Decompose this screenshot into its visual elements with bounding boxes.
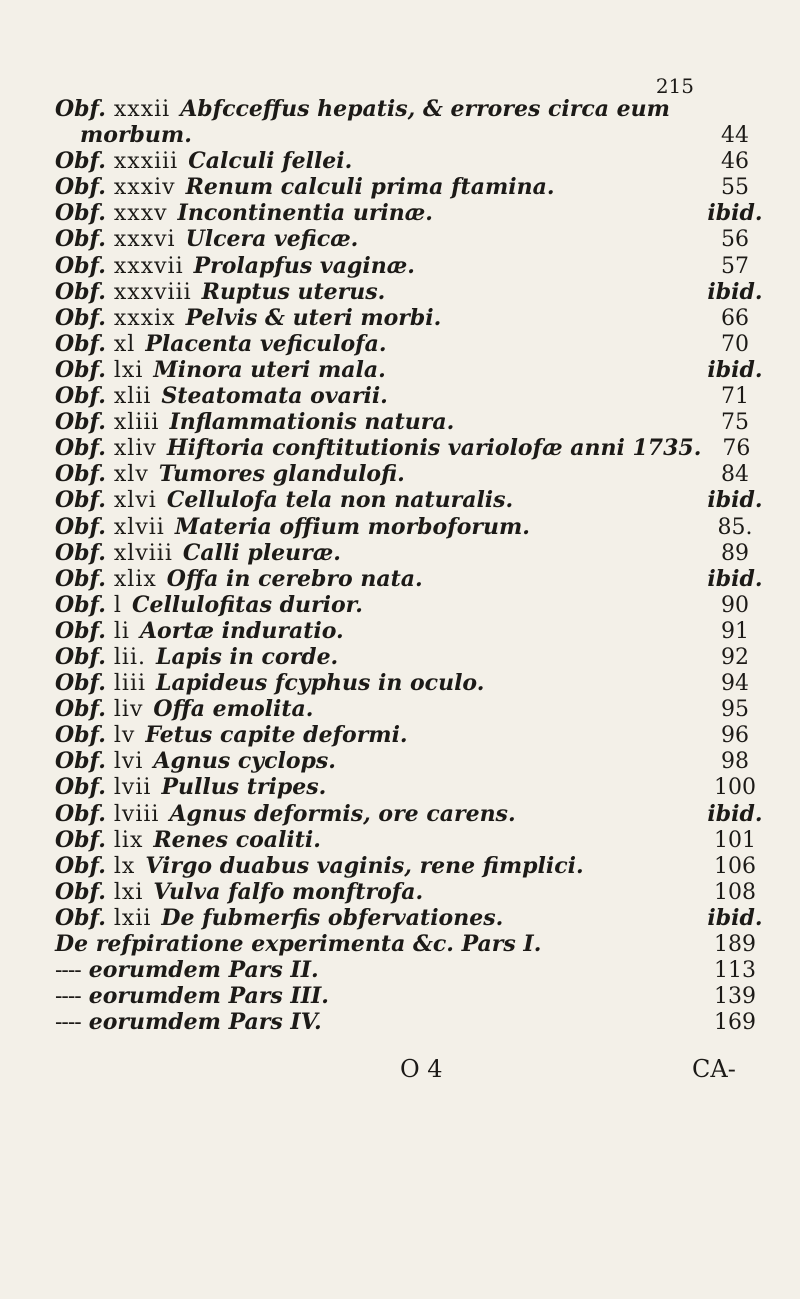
observation-number: liii — [113, 671, 147, 697]
entry-title: De refpiratione experimenta &c. Pars I. — [55, 931, 542, 957]
observation-label: Obf. — [55, 200, 106, 227]
entry-title: Ruptus uterus. — [201, 278, 386, 305]
observation-label: Obf. — [55, 304, 106, 331]
observation-label: Obf. — [55, 670, 106, 697]
page-ref: 57 — [721, 253, 749, 279]
page-ref: 90 — [721, 592, 749, 618]
entry-title: Calculi fellei. — [188, 148, 353, 175]
page-ref: 108 — [714, 879, 756, 905]
page-number: 215 — [655, 74, 694, 98]
entry-title: Lapis in corde. — [156, 643, 339, 670]
page-ref: 100 — [714, 775, 756, 801]
observation-label: Obf. — [55, 800, 106, 827]
observation-number: lvi — [113, 749, 144, 775]
observation-label: Obf. — [55, 356, 106, 383]
observation-label: Obf. — [55, 617, 106, 644]
index-entry — [55, 357, 770, 383]
observation-number: xxxix — [113, 305, 176, 331]
page-ref: 46 — [721, 149, 749, 175]
index-entry — [55, 383, 770, 409]
entry-title: Placenta veficulofa. — [145, 330, 387, 357]
observation-number: lxii — [113, 905, 152, 931]
entry-title: eorumdem Pars III. — [88, 983, 329, 1010]
index-entry — [55, 435, 770, 461]
page-ref: 70 — [721, 331, 749, 357]
entry-title: Vulva falfo monftrofa. — [153, 878, 424, 905]
entry-title: Pelvis & uteri morbi. — [185, 304, 442, 331]
page-ref: ibid. — [707, 565, 763, 592]
index-entry — [55, 722, 770, 748]
observation-label: Obf. — [55, 643, 106, 670]
observation-number: xliii — [113, 410, 160, 436]
entry-title: Abfcceffus hepatis, & errores circa eum — [180, 96, 670, 122]
page-ref: ibid. — [707, 278, 763, 305]
observation-label: Obf. — [55, 96, 106, 122]
entry-title: Lapideus fcyphus in oculo. — [156, 670, 485, 697]
observation-label: Obf. — [55, 148, 106, 175]
observation-label: Obf. — [55, 383, 106, 410]
observation-number: xlv — [113, 462, 149, 488]
page-ref: 95 — [721, 697, 749, 723]
observation-number: lv — [113, 723, 136, 749]
entry-title: eorumdem Pars II. — [88, 957, 319, 984]
page-ref: 96 — [721, 723, 749, 749]
index-entry — [55, 618, 770, 644]
entry-title: Inflammationis natura. — [169, 409, 455, 436]
index-entry — [55, 174, 770, 200]
entry-title: eorumdem Pars IV. — [88, 1009, 322, 1036]
repeat-dash: ---- — [55, 1010, 81, 1036]
observation-number: lviii — [113, 801, 160, 827]
observation-number: xxxvi — [113, 227, 176, 253]
repeat-dash: ---- — [55, 984, 81, 1010]
index-list — [55, 96, 770, 1035]
index-entry — [55, 409, 770, 435]
observation-number: xlix — [113, 566, 157, 592]
observation-number: xxxii — [113, 97, 171, 122]
observation-number: lxi — [113, 357, 144, 383]
entry-title: Aortæ induratio. — [139, 617, 344, 644]
page-ref: 169 — [714, 1010, 756, 1036]
observation-label: Obf. — [55, 435, 106, 462]
page-ref: 106 — [714, 853, 756, 879]
observation-label: Obf. — [55, 696, 106, 723]
observation-number: xxxv — [113, 201, 168, 227]
index-entry — [55, 1009, 770, 1035]
page-ref: 189 — [714, 932, 756, 957]
observation-number: xxxvii — [113, 253, 184, 279]
entry-title: Offa in cerebro nata. — [166, 565, 423, 592]
observation-label: Obf. — [55, 565, 106, 592]
observation-number: l — [113, 592, 122, 618]
entry-title: Prolapfus vaginæ. — [193, 252, 415, 279]
index-entry — [55, 748, 770, 774]
page-ref: ibid. — [707, 904, 763, 931]
observation-number: lii. — [113, 644, 146, 670]
entry-title: Fetus capite deformi. — [145, 722, 408, 749]
observation-label: Obf. — [55, 852, 106, 879]
entry-title: Cellulofitas durior. — [131, 591, 363, 618]
observation-number: xxxiii — [113, 149, 179, 175]
index-entry — [55, 879, 770, 905]
observation-label: Obf. — [55, 878, 106, 905]
observation-label: Obf. — [55, 226, 106, 253]
entry-title: Ulcera veficæ. — [185, 226, 359, 253]
page-ref: 89 — [721, 540, 749, 566]
entry-title: Hiftoria conftitutionis variolofæ anni 1735. — [166, 435, 702, 462]
index-entry — [55, 931, 770, 957]
index-entry — [55, 253, 770, 279]
observation-label: Obf. — [55, 539, 106, 566]
observation-label: Obf. — [55, 330, 106, 357]
observation-number: xxxiv — [113, 175, 176, 201]
observation-label: Obf. — [55, 409, 106, 436]
observation-number: xlvii — [113, 514, 165, 540]
observation-label: Obf. — [55, 904, 106, 931]
entry-title: Materia offium morboforum. — [174, 513, 530, 540]
page-ref: 98 — [721, 749, 749, 775]
observation-number: li — [113, 618, 130, 644]
index-entry — [55, 148, 770, 174]
index-entry — [55, 644, 770, 670]
index-entry — [55, 801, 770, 827]
page-ref: ibid. — [707, 356, 763, 383]
index-entry — [55, 905, 770, 931]
catchword: CA- — [692, 1055, 736, 1083]
page-ref: 101 — [714, 827, 756, 853]
observation-label: Obf. — [55, 826, 106, 853]
entry-title: Agnus cyclops. — [153, 748, 336, 775]
page-ref: ibid. — [707, 487, 763, 514]
index-entry — [55, 827, 770, 853]
entry-title: Calli pleuræ. — [182, 539, 341, 566]
observation-number: liv — [113, 697, 144, 723]
observation-number: xlvi — [113, 488, 157, 514]
entry-title: Renes coaliti. — [153, 826, 321, 853]
repeat-dash: ---- — [55, 958, 81, 984]
page-ref: 92 — [721, 644, 749, 670]
entry-title: Tumores glandulofi. — [158, 461, 405, 488]
observation-label: Obf. — [55, 487, 106, 514]
page-ref: 71 — [721, 384, 749, 410]
page-footer — [0, 1055, 800, 1085]
observation-label: Obf. — [55, 748, 106, 775]
observation-label: Obf. — [55, 174, 106, 201]
index-entry — [55, 331, 770, 357]
index-entry — [55, 96, 770, 122]
observation-number: xl — [113, 331, 136, 357]
index-entry — [55, 540, 770, 566]
page-ref: 113 — [714, 958, 756, 984]
observation-number: xxxviii — [113, 279, 192, 305]
entry-title: Minora uteri mala. — [153, 356, 386, 383]
observation-label: Obf. — [55, 513, 106, 540]
observation-label: Obf. — [55, 461, 106, 488]
index-entry — [55, 487, 770, 513]
entry-title: Agnus deformis, ore carens. — [169, 800, 516, 827]
observation-number: xliv — [113, 436, 157, 462]
page-ref: 85. — [717, 514, 753, 540]
index-entry — [55, 696, 770, 722]
page-ref: 94 — [721, 671, 749, 697]
observation-number: lvii — [113, 775, 152, 801]
index-entry — [55, 279, 770, 305]
observation-label: Obf. — [55, 722, 106, 749]
index-entry — [55, 592, 770, 618]
index-entry — [55, 305, 770, 331]
observation-number: lxi — [113, 879, 144, 905]
page-ref: 139 — [714, 984, 756, 1010]
index-entry — [55, 226, 770, 252]
entry-title: Incontinentia urinæ. — [177, 200, 433, 227]
entry-title: Virgo duabus vaginis, rene fimplici. — [145, 852, 584, 879]
page-ref: ibid. — [707, 800, 763, 827]
entry-title: Pullus tripes. — [161, 774, 327, 801]
index-entry — [55, 957, 770, 983]
page-ref: 55 — [721, 175, 749, 201]
index-entry — [55, 983, 770, 1009]
observation-number: lix — [113, 827, 144, 853]
page-ref: 91 — [721, 618, 749, 644]
entry-title: morbum. — [80, 122, 192, 149]
index-entry — [55, 514, 770, 540]
page-ref: 56 — [721, 227, 749, 253]
page-ref: 76 — [722, 436, 751, 462]
entry-title: De fubmerfis obfervationes. — [161, 904, 504, 931]
entry-title: Offa emolita. — [153, 696, 314, 723]
entry-title: Renum calculi prima ftamina. — [185, 174, 555, 201]
observation-number: lx — [113, 853, 136, 879]
observation-label: Obf. — [55, 591, 106, 618]
index-entry — [55, 122, 770, 148]
index-entry — [55, 670, 770, 696]
page-ref: 44 — [721, 123, 749, 149]
observation-label: Obf. — [55, 252, 106, 279]
index-entry — [55, 566, 770, 592]
signature-mark: O 4 — [400, 1055, 443, 1083]
index-entry — [55, 461, 770, 487]
index-entry — [55, 774, 770, 800]
page-ref: 66 — [721, 305, 749, 331]
index-entry — [55, 853, 770, 879]
page-ref: 75 — [721, 410, 749, 436]
entry-title: Cellulofa tela non naturalis. — [166, 487, 514, 514]
observation-number: xlviii — [113, 540, 173, 566]
entry-title: Steatomata ovarii. — [161, 383, 388, 410]
page-ref: ibid. — [707, 200, 763, 227]
page-ref: 84 — [721, 462, 749, 488]
index-entry — [55, 200, 770, 226]
observation-label: Obf. — [55, 278, 106, 305]
observation-label: Obf. — [55, 774, 106, 801]
observation-number: xlii — [113, 384, 152, 410]
